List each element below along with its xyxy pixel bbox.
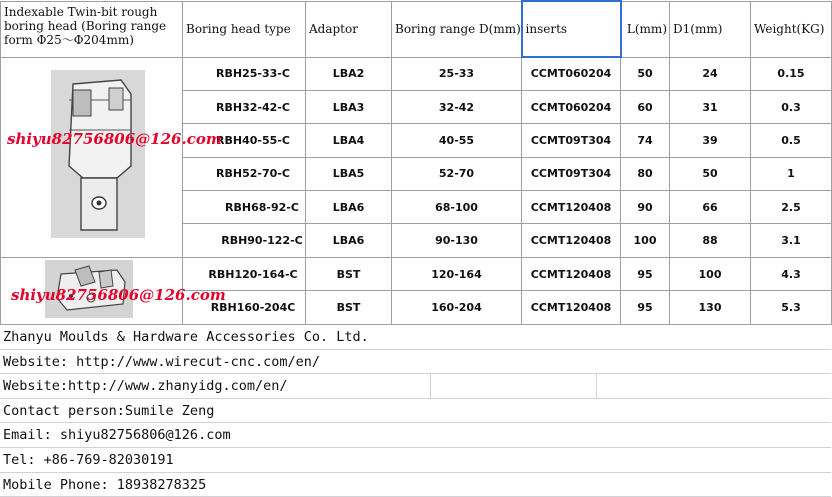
website-line-2: Website:http://www.zhanyidg.com/en/ [0,374,831,399]
cell-length: 60 [621,90,670,123]
cell-insert: CCMT09T304 [522,157,621,190]
cell-d1: 88 [670,224,751,257]
col-header-range: Boring range D(mm) [392,1,522,57]
website-line-1: Website: http://www.wirecut-cnc.com/en/ [0,350,831,375]
cell-insert: CCMT060204 [522,90,621,123]
cell-length: 95 [621,291,670,324]
cell-range: 120-164 [392,257,522,290]
email-watermark: shiyu82756806@126.com [7,129,222,148]
col-header-inserts[interactable]: inserts [522,1,621,57]
cell-adaptor: LBA4 [306,124,392,157]
cell-adaptor: LBA3 [306,90,392,123]
table-title: Indexable Twin-bit rough boring head (Boring range form Φ25～Φ204mm) [1,1,183,57]
cell-type: RBH40-55-C [183,124,306,157]
col-header-length: L(mm) [621,1,670,57]
cell-weight: 2.5 [751,191,832,224]
cell-weight: 3.1 [751,224,832,257]
cell-adaptor: BST [306,257,392,290]
cell-adaptor: BST [306,291,392,324]
cell-type: RBH68-92-C [183,191,306,224]
email-line: Email: shiyu82756806@126.com [0,423,831,448]
product-image-cell-bst [1,257,226,324]
cell-insert: CCMT120408 [522,191,621,224]
cell-insert: CCMT060204 [522,57,621,90]
cell-d1: 66 [670,191,751,224]
cell-range: 32-42 [392,90,522,123]
cell-d1: 39 [670,124,751,157]
cell-d1: 24 [670,57,751,90]
cell-insert: CCMT120408 [522,257,621,290]
cell-type: RBH160-204C [183,291,306,324]
cell-d1: 130 [670,291,751,324]
cell-range: 90-130 [392,224,522,257]
company-name: Zhanyu Moulds & Hardware Accessories Co. Ltd. [0,325,831,350]
cell-adaptor: LBA6 [306,191,392,224]
cell-length: 100 [621,224,670,257]
cell-adaptor: LBA2 [306,57,392,90]
mobile-line: Mobile Phone: 18938278325 [0,473,831,497]
col-header-weight: Weight(KG) [751,1,832,57]
cell-weight: 1 [751,157,832,190]
contact-person: Contact person:Sumile Zeng [0,399,831,424]
cell-type: RBH32-42-C [183,90,306,123]
col-header-type: Boring head type [183,1,306,57]
email-watermark: shiyu82756806@126.com [11,285,226,304]
cell-adaptor: LBA5 [306,157,392,190]
col-header-d1: D1(mm) [670,1,751,57]
cell-range: 160-204 [392,291,522,324]
telephone-line: Tel: +86-769-82030191 [0,448,831,473]
cell-weight: 0.3 [751,90,832,123]
product-image-cell-lba [1,57,222,257]
cell-length: 90 [621,191,670,224]
cell-length: 50 [621,57,670,90]
cell-type: RBH90-122-C [183,224,306,257]
cell-d1: 31 [670,90,751,123]
cell-weight: 5.3 [751,291,832,324]
cell-insert: CCMT09T304 [522,124,621,157]
boring-head-lba-image [51,70,145,238]
cell-weight: 0.5 [751,124,832,157]
cell-range: 52-70 [392,157,522,190]
cell-length: 80 [621,157,670,190]
cell-type: RBH120-164-C [183,257,306,290]
cell-adaptor: LBA6 [306,224,392,257]
cell-length: 95 [621,257,670,290]
cell-insert: CCMT120408 [522,224,621,257]
cell-insert: CCMT120408 [522,291,621,324]
cell-length: 74 [621,124,670,157]
cell-weight: 4.3 [751,257,832,290]
cell-d1: 50 [670,157,751,190]
cell-range: 68-100 [392,191,522,224]
cell-d1: 100 [670,257,751,290]
cell-range: 25-33 [392,57,522,90]
header-row [1,1,832,57]
table-row [1,257,832,290]
contact-info [0,325,831,497]
cell-type: RBH25-33-C [183,57,306,90]
cell-type: RBH52-70-C [183,157,306,190]
cell-weight: 0.15 [751,57,832,90]
table-row [1,57,832,90]
cell-range: 40-55 [392,124,522,157]
col-header-adaptor: Adaptor [306,1,392,57]
